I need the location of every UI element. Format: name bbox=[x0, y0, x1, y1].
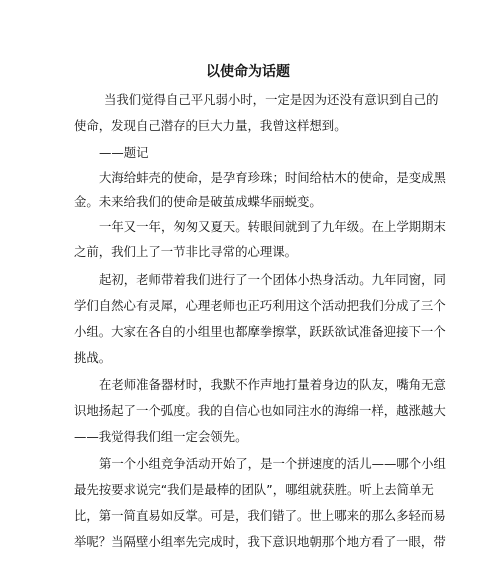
text-line-9: 学们自然心有灵犀，心理老师也正巧利用这个活动把我们分成了三个 bbox=[74, 298, 446, 313]
epigraph-attribution: ——题记 bbox=[99, 145, 149, 160]
text-line-14: ——我觉得我们组一定会领先。 bbox=[74, 429, 248, 444]
text-line-10: 小组。大家在各自的小组里也都摩拳擦掌，跃跃欲试准备迎接下一个 bbox=[74, 324, 446, 339]
text-line-2: 使命，发现自己潜存的巨大力量，我曾这样想到。 bbox=[74, 118, 347, 133]
text-line-17: 比，第一简直易如反掌。可是，我们错了。世上哪来的那么多轻而易 bbox=[74, 508, 446, 523]
text-line-5: 金。未来给我们的使命是破茧成蝶华丽蜕变。 bbox=[74, 194, 322, 209]
text-line-13: 识地扬起了一个弧度。我的自信心也如同注水的海绵一样，越涨越大 bbox=[74, 403, 446, 418]
text-line-18: 举呢？当隔壁小组率先完成时，我下意识地朝那个地方看了一眼，带 bbox=[74, 534, 446, 549]
text-line-1: 当我们觉得自己平凡弱小时，一定是因为还没有意识到自己的 bbox=[104, 92, 439, 107]
text-line-8: 起初，老师带着我们进行了一个团体小热身活动。九年同窗，同 bbox=[99, 272, 446, 287]
text-line-16: 最先按要求说完“我们是最棒的团队”，哪组就获胜。听上去简单无 bbox=[74, 482, 434, 497]
document-title: 以使命为话题 bbox=[206, 64, 290, 80]
text-line-12: 在老师准备器材时，我默不作声地打量着身边的队友，嘴角无意 bbox=[99, 377, 446, 392]
text-line-4: 大海给蚌壳的使命，是孕育珍珠；时间给枯木的使命，是变成黑 bbox=[99, 170, 446, 185]
text-line-6: 一年又一年，匆匆又夏天。转眼间就到了九年级。在上学期期末 bbox=[99, 219, 446, 234]
text-line-7: 之前，我们上了一节非比寻常的心理课。 bbox=[74, 244, 298, 259]
text-line-15: 第一个小组竞争活动开始了，是一个拼速度的活儿——哪个小组 bbox=[99, 456, 446, 471]
text-line-11: 挑战。 bbox=[74, 350, 112, 365]
